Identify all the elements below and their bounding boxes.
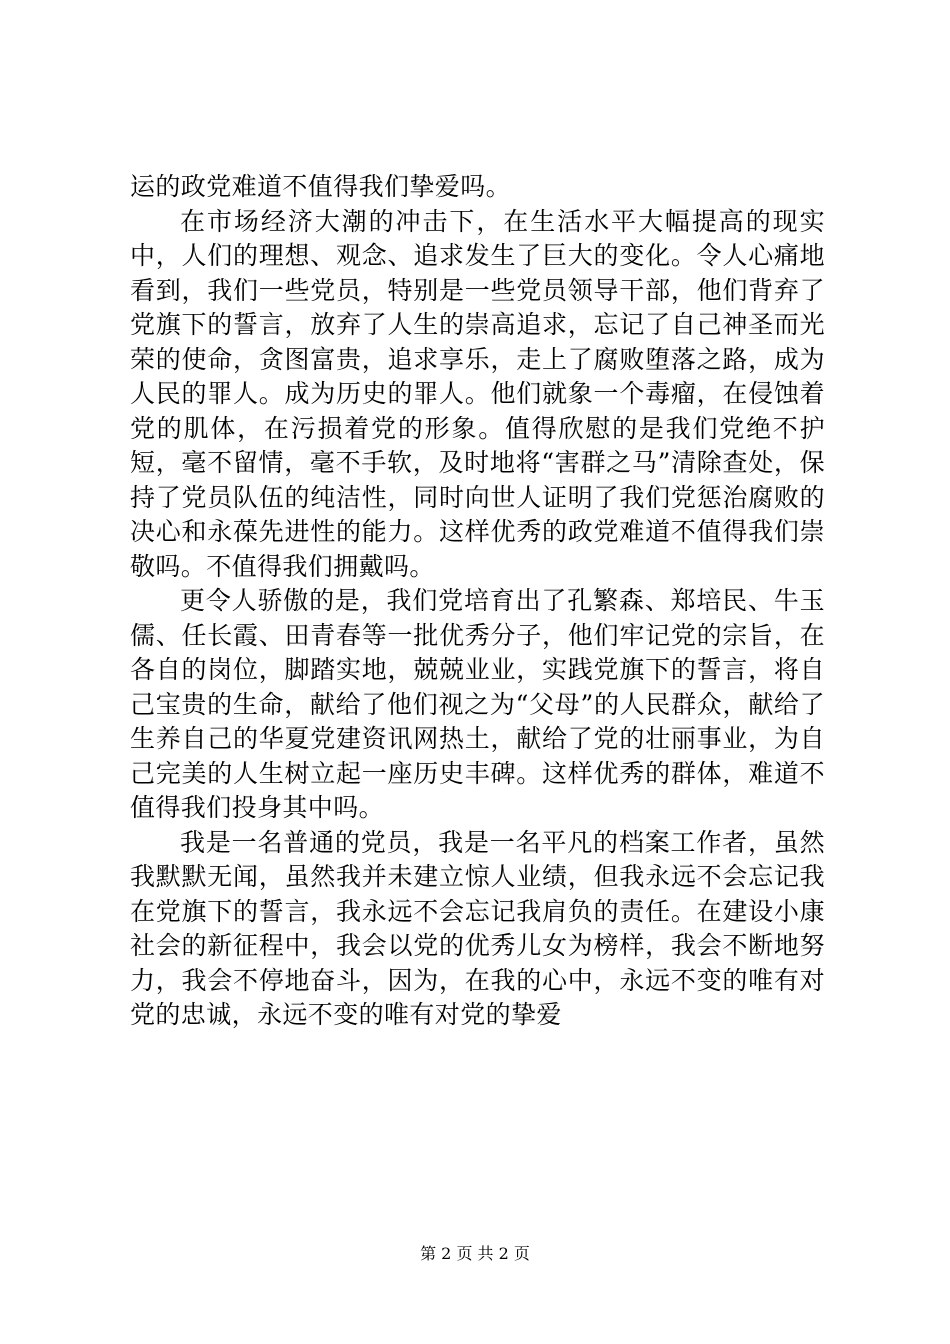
paragraph-personal-pledge: 我是一名普通的党员，我是一名平凡的档案工作者，虽然我默默无闻，虽然我并未建立惊人业绩，但我永远不会忘记我在党旗下的誓言，我永远不会忘记我肩负的责任。在建设小康社会的新征程中，我会以党的优秀儿女为榜样，我会不断地努力，我会不停地奋斗，因为，在我的心中，永远不变的唯有对党的忠诚，永远不变的唯有对党的挚爱: [130, 827, 825, 1029]
paragraph-role-models: 更令人骄傲的是，我们党培育出了孔繁森、郑培民、牛玉儒、任长霞、田青春等一批优秀分子，他们牢记党的宗旨，在各自的岗位，脚踏实地，兢兢业业，实践党旗下的誓言，将自己宝贵的生命，献给了他们视之为“父母”的人民群众，献给了生养自己的华夏党建资讯网热土，献给了党的壮丽事业，为自己完美的人生树立起一座历史丰碑。这样优秀的群体，难道不值得我们投身其中吗。: [130, 586, 825, 822]
document-body: [130, 170, 825, 1033]
page-number-label: 第 2 页 共 2 页: [420, 1244, 530, 1263]
paragraph-continuation: 运的政党难道不值得我们挚爱吗。: [130, 172, 512, 201]
page-footer: [0, 1244, 950, 1264]
paragraph-market-economy: 在市场经济大潮的冲击下，在生活水平大幅提高的现实中，人们的理想、观念、追求发生了巨大的变化。令人心痛地看到，我们一些党员，特别是一些党员领导干部，他们背弃了党旗下的誓言，放弃了人生的崇高追求，忘记了自己神圣而光荣的使命，贪图富贵，追求享乐，走上了腐败堕落之路，成为人民的罪人。成为历史的罪人。他们就象一个毒瘤，在侵蚀着党的肌体，在污损着党的形象。值得欣慰的是我们党绝不护短，毫不留情，毫不手软，及时地将“害群之马”清除查处，保持了党员队伍的纯洁性，同时向世人证明了我们党惩治腐败的决心和永葆先进性的能力。这样优秀的政党难道不值得我们崇敬吗。不值得我们拥戴吗。: [130, 206, 825, 581]
